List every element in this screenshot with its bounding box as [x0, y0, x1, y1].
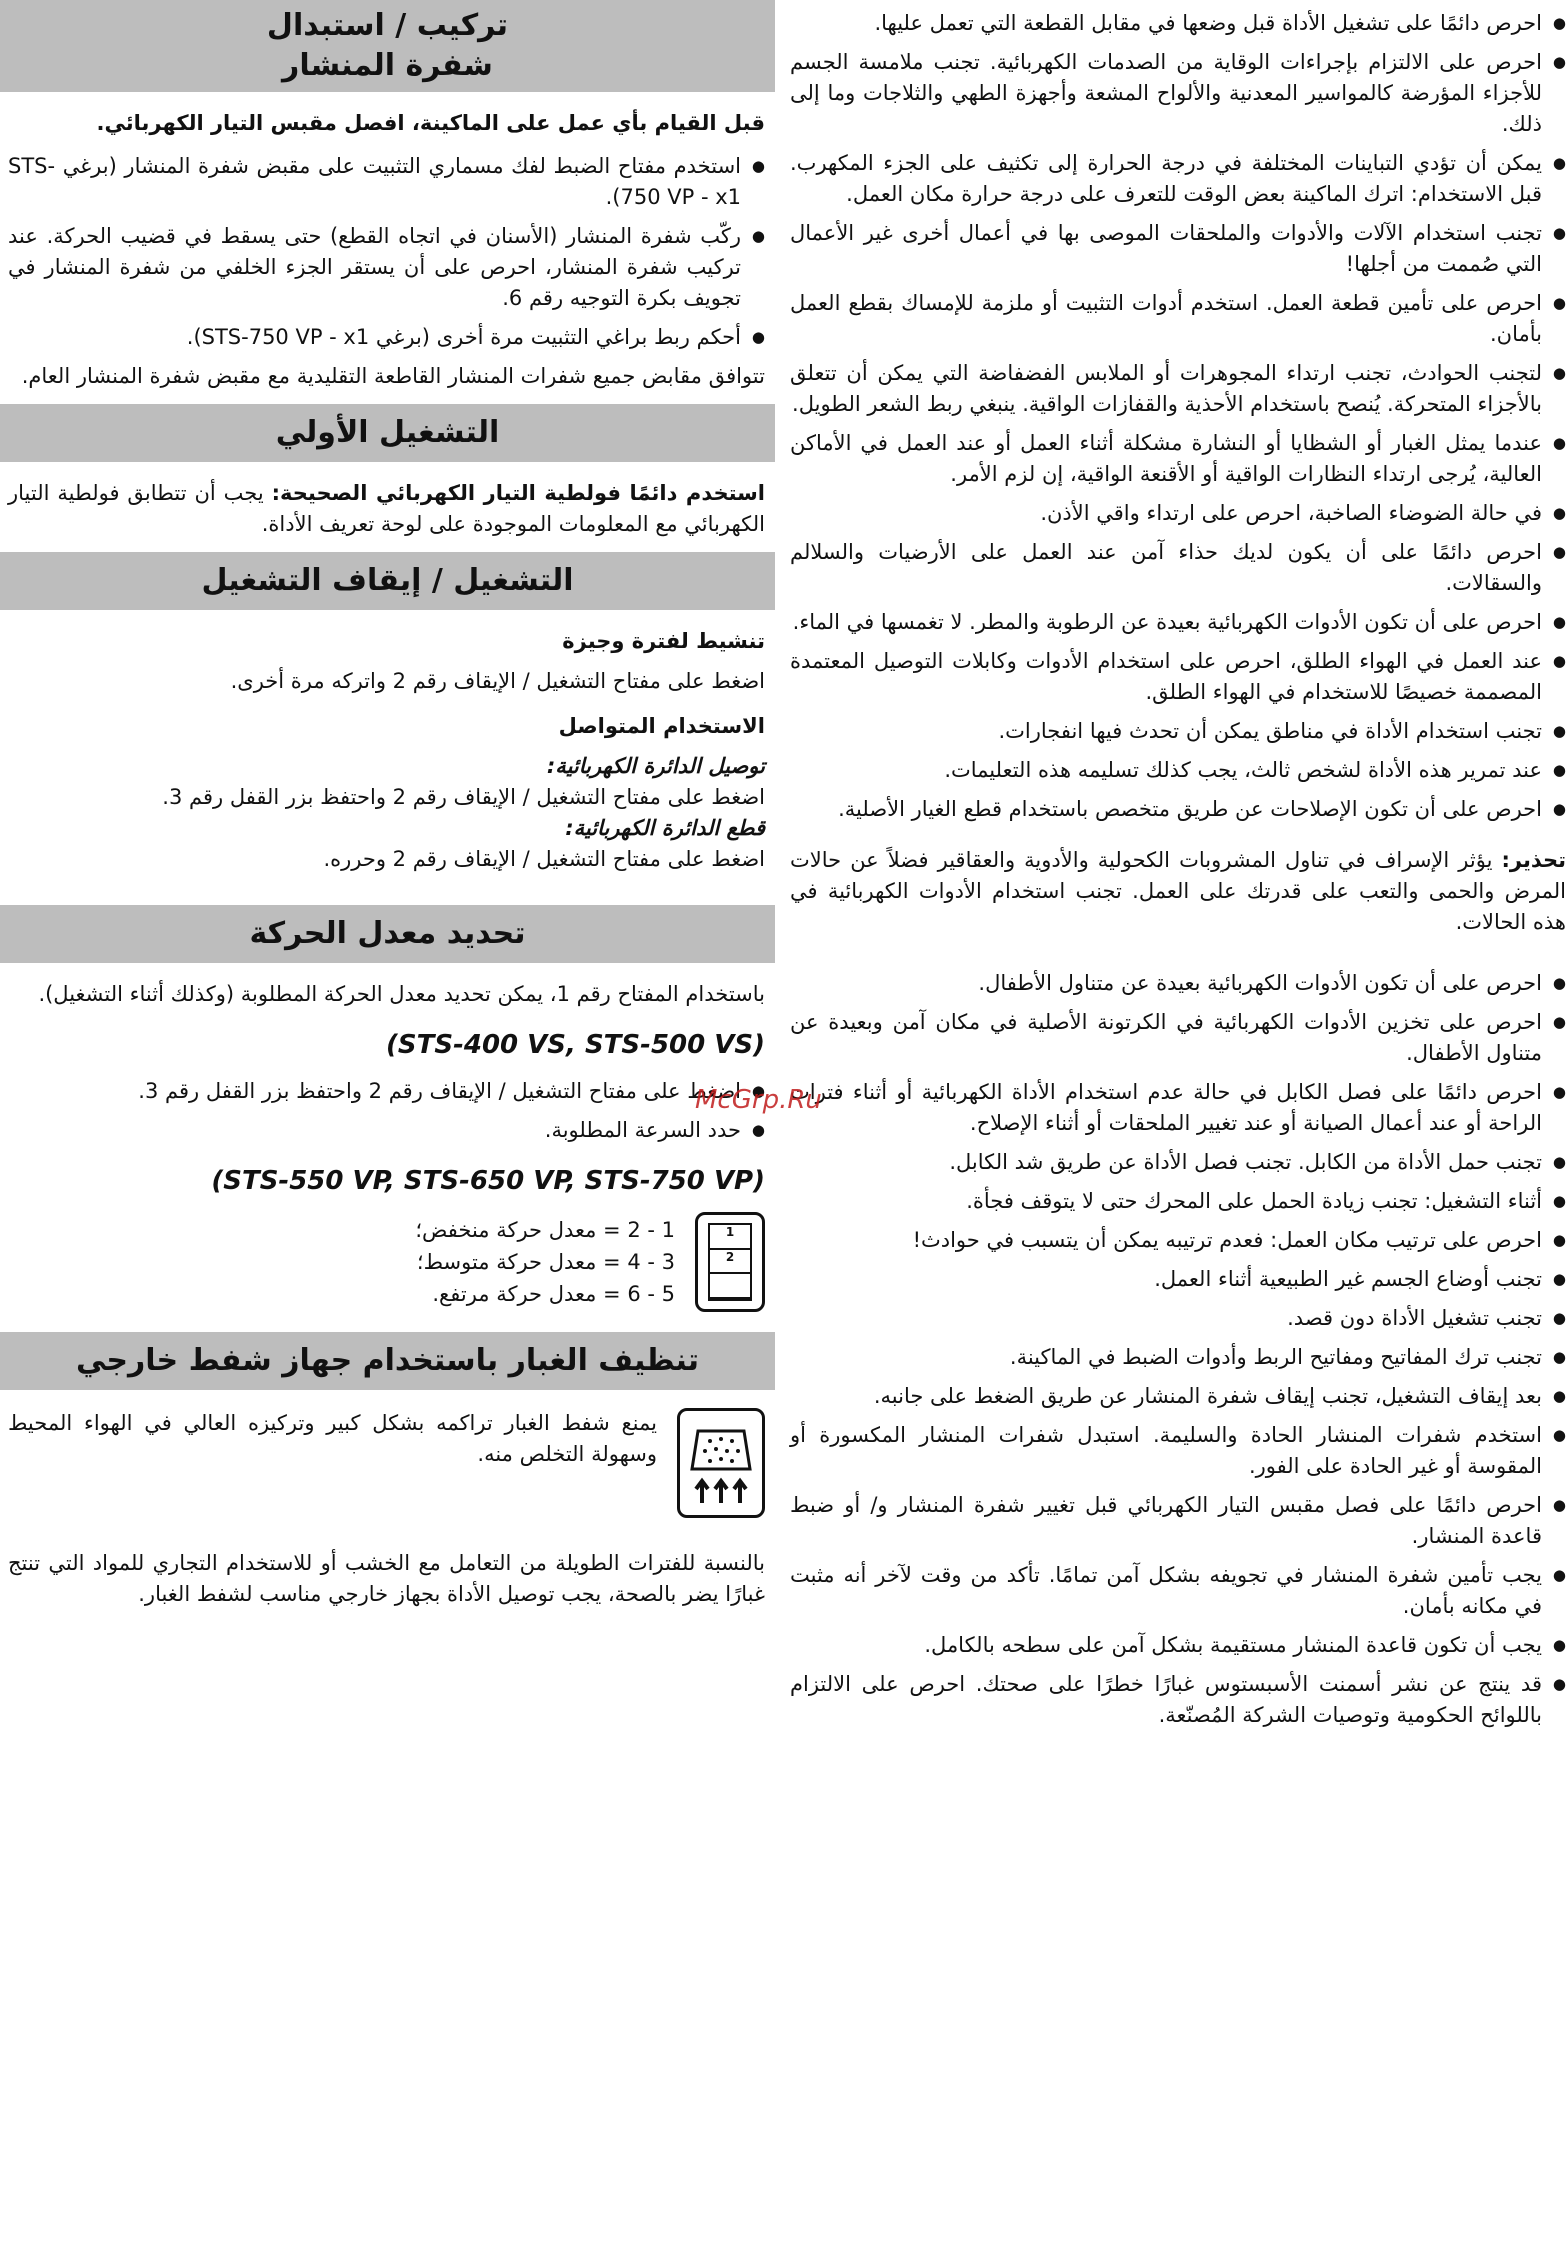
unplug-note: قبل القيام بأي عمل على الماكينة، افصل مقبس التيار الكهربائي. [96, 111, 765, 135]
speed-high: 5 - 6 = معدل حركة مرتفع. [432, 1282, 675, 1306]
voltage-note [8, 478, 765, 540]
header-line-1: تركيب / استبدال [266, 8, 509, 43]
safety-10: ● احرص على أن تكون الأدوات الكهربائية بعيدة عن الرطوبة والمطر. لا تغمسها في الماء. [790, 607, 1566, 638]
safety-16: ● احرص على تخزين الأدوات الكهربائية في الكرتونة الأصلية في مكان آمن وبعيدة عن متناول الأطفال. [790, 1007, 1566, 1069]
off-title: قطع الدائرة الكهربائية: [565, 816, 765, 840]
safety-7: ● عندما يمثل الغبار أو الشظايا أو النشارة مشكلة أثناء العمل أو عند العمل في الأماكن العالية، يُرجى ارتداء النظارات الواقية أو الأقنعة الواقية، إن لزم الأمر. [790, 428, 1566, 490]
rate-text: باستخدام المفتاح رقم 1، يمكن تحديد معدل الحركة المطلوبة (وكذلك أثناء التشغيل). [38, 982, 765, 1006]
safety-9: ● احرص دائمًا على أن يكون لديك حذاء آمن عند العمل على الأرضيات والسلالم والسقالات. [790, 537, 1566, 599]
section-header-initial: التشغيل الأولي [0, 404, 775, 462]
short-text: اضغط على مفتاح التشغيل / الإيقاف رقم 2 واتركه مرة أخرى. [230, 669, 765, 693]
safety-21: ● تجنب أوضاع الجسم غير الطبيعية أثناء العمل. [790, 1264, 1566, 1295]
safety-26: ● احرص دائمًا على فصل مقبس التيار الكهربائي قبل تغيير شفرة المنشار و/ أو ضبط قاعدة المنشار. [790, 1490, 1566, 1552]
blade-step-2: ● ركّب شفرة المنشار (الأسنان في اتجاه القطع) حتى يسقط في قضيب الحركة. عند تركيب شفرة المنشار، احرص على أن يستقر الجزء الخلفي من شفرة المنشار في تجويف بكرة التوجيه رقم 6. [8, 221, 765, 314]
watermark: McGrp.Ru [695, 1085, 822, 1115]
safety-25: ● استخدم شفرات المنشار الحادة والسليمة. استبدل شفرات المنشار المكسورة أو المقوسة أو غير الحادة على الفور. [790, 1420, 1566, 1482]
switch-label-2: 2 [710, 1250, 750, 1275]
safety-8: ● في حالة الضوضاء الصاخبة، احرص على ارتداء واقي الأذن. [790, 498, 1566, 529]
section-header-onoff: التشغيل / إيقاف التشغيل [0, 552, 775, 610]
safety-2: ● احرص على الالتزام بإجراءات الوقاية من الصدمات الكهربائية. تجنب ملامسة الجسم للأجزاء المؤرضة كالمواسير المعدنية والألواح المشعة وأجهزة الطهي والثلاجات وما إلى ذلك. [790, 47, 1566, 140]
safety-20: ● احرص على ترتيب مكان العمل: فعدم ترتيبه يمكن أن يتسبب في حوادث! [790, 1225, 1566, 1256]
speed-switch-icon [695, 1212, 765, 1312]
on-text: اضغط على مفتاح التشغيل / الإيقاف رقم 2 واحتفظ بزر القفل رقم 3. [162, 785, 765, 809]
safety-4: ● تجنب استخدام الآلات والأدوات والملحقات الموصى بها في أعمال أخرى غير الأعمال التي صُممت من أجلها! [790, 218, 1566, 280]
rate-step-2: ● حدد السرعة المطلوبة. [8, 1115, 765, 1146]
dust-row [8, 1408, 765, 1518]
dust-extraction-icon [677, 1408, 765, 1518]
safety-12: ● تجنب استخدام الأداة في مناطق يمكن أن تحدث فيها انفجارات. [790, 716, 1566, 747]
speed-mid: 3 - 4 = معدل حركة متوسط؛ [416, 1250, 675, 1274]
short-title: تنشيط لفترة وجيزة [562, 629, 765, 653]
safety-23: ● تجنب ترك المفاتيح ومفاتيح الربط وأدوات الضبط في الماكينة. [790, 1342, 1566, 1373]
warning-bold: تحذير: [1501, 848, 1566, 872]
safety-27: ● يجب تأمين شفرة المنشار في تجويفه بشكل آمن تمامًا. تأكد من وقت لآخر أنه مثبت في مكانه بأمان. [790, 1560, 1566, 1622]
safety-6: ● لتجنب الحوادث، تجنب ارتداء المجوهرات أو الملابس الفضفاضة التي يمكن أن تتعلق بالأجزاء المتحركة. يُنصح باستخدام الأحذية والقفازات الواقية. ينبغي ربط الشعر الطويل. [790, 358, 1566, 420]
safety-17: ● احرص دائمًا على فصل الكابل في حالة عدم استخدام الأداة الكهربائية أو أثناء فترات الراحة أو عند أعمال الصيانة أو عند تغيير الملحقات أو أثناء الإصلاح. [790, 1077, 1566, 1139]
safety-22: ● تجنب تشغيل الأداة دون قصد. [790, 1303, 1566, 1334]
safety-28: ● يجب أن تكون قاعدة المنشار مستقيمة بشكل آمن على سطحه بالكامل. [790, 1630, 1566, 1661]
safety-3: ● يمكن أن تؤدي التباينات المختلفة في درجة الحرارة إلى تكثيف على الجزء المكهرب. قبل الاستخدام: اترك الماكينة بعض الوقت للتعرف على درجة حرارة مكان العمل. [790, 148, 1566, 210]
safety-24: ● بعد إيقاف التشغيل، تجنب إيقاف شفرة المنشار عن طريق الضغط على جانبه. [790, 1381, 1566, 1412]
safety-13: ● عند تمرير هذه الأداة لشخص ثالث، يجب كذلك تسليمه هذه التعليمات. [790, 755, 1566, 786]
warning-rest: يؤثر الإسراف في تناول المشروبات الكحولية والأدوية والعقاقير فضلاً عن حالات المرض والحمى والتعب على قدرتك على العمل. تجنب استخدام الأدوات الكهربائية في هذه الحالات. [790, 848, 1566, 934]
compat-note: تتوافق مقابض جميع شفرات المنشار القاطعة التقليدية مع مقبض شفرة المنشار العام. [21, 364, 765, 388]
safety-19: ● أثناء التشغيل: تجنب زيادة الحمل على المحرك حتى لا يتوقف فجأة. [790, 1186, 1566, 1217]
warning-note [790, 845, 1566, 938]
section-header-rate: تحديد معدل الحركة [0, 905, 775, 963]
safety-15: ● احرص على أن تكون الأدوات الكهربائية بعيدة عن متناول الأطفال. [790, 968, 1566, 999]
model-group-1: (STS-400 VS, STS-500 VS) [386, 1030, 765, 1060]
off-text: اضغط على مفتاح التشغيل / الإيقاف رقم 2 وحرره. [323, 847, 765, 871]
voltage-rest: يجب أن تتطابق فولطية التيار الكهربائي مع المعلومات الموجودة على لوحة تعريف الأداة. [8, 481, 765, 536]
speed-list [415, 1214, 675, 1310]
blade-step-3: ● أحكم ربط براغي التثبيت مرة أخرى (برغي STS-750 VP - x1). [8, 322, 765, 353]
safety-18: ● تجنب حمل الأداة من الكابل. تجنب فصل الأداة عن طريق شد الكابل. [790, 1147, 1566, 1178]
long-use-text: بالنسبة للفترات الطويلة من التعامل مع الخشب أو للاستخدام التجاري للمواد التي تنتج غبارًا يضر بالصحة، يجب توصيل الأداة بجهاز خارجي مناسب لشفط الغبار. [8, 1551, 765, 1606]
safety-1: ● احرص دائمًا على تشغيل الأداة قبل وضعها في مقابل القطعة التي تعمل عليها. [790, 8, 1566, 39]
header-line-2: شفرة المنشار [282, 48, 493, 83]
on-title: توصيل الدائرة الكهربائية: [546, 754, 765, 778]
safety-14: ● احرص على أن تكون الإصلاحات عن طريق متخصص باستخدام قطع الغيار الأصلية. [790, 794, 1566, 825]
right-column [790, 0, 1566, 1739]
model-group-2: (STS-550 VP, STS-650 VP, STS-750 VP) [211, 1166, 765, 1196]
blade-step-1: ● استخدم مفتاح الضبط لفك مسماري التثبيت على مقبض شفرة المنشار (برغي STS-750 VP - x1). [8, 151, 765, 213]
left-column [0, 0, 775, 1622]
section-header-dust: تنظيف الغبار باستخدام جهاز شفط خارجي [0, 1332, 775, 1390]
speed-low: 1 - 2 = معدل حركة منخفض؛ [415, 1218, 675, 1242]
speed-legend [8, 1212, 765, 1312]
rate-step-1: ● اضغط على مفتاح التشغيل / الإيقاف رقم 2 واحتفظ بزر القفل رقم 3. [8, 1076, 765, 1107]
voltage-bold: استخدم دائمًا فولطية التيار الكهربائي الصحيحة: [271, 481, 765, 505]
safety-11: ● عند العمل في الهواء الطلق، احرص على استخدام الأدوات وكابلات التوصيل المعتمدة المصممة خصيصًا للاستخدام في الهواء الطلق. [790, 646, 1566, 708]
section-header-blade [0, 0, 775, 92]
switch-label-1: 1 [710, 1225, 750, 1250]
safety-5: ● احرص على تأمين قطعة العمل. استخدم أدوات التثبيت أو ملزمة للإمساك بقطع العمل بأمان. [790, 288, 1566, 350]
safety-29: ● قد ينتج عن نشر أسمنت الأسبستوس غبارًا خطرًا على صحتك. احرص على الالتزام باللوائح الحكومية وتوصيات الشركة المُصنّعة. [790, 1669, 1566, 1731]
continuous-title: الاستخدام المتواصل [558, 714, 765, 738]
dust-text: يمنع شفط الغبار تراكمه بشكل كبير وتركيزه العالي في الهواء المحيط وسهولة التخلص منه. [8, 1411, 657, 1466]
